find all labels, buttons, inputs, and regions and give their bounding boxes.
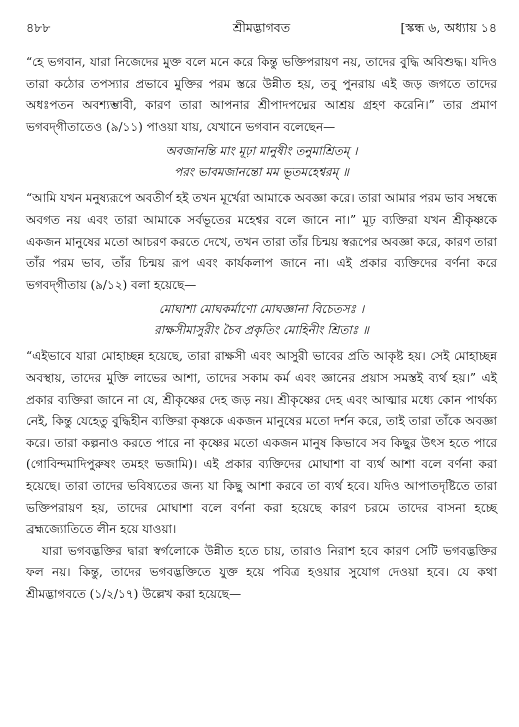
verse-2-line-1: মোঘাশা মোঘকর্মাণো মোঘজ্ঞানা বিচেতসঃ । [158,302,365,317]
paragraph-2: “আমি যখন মনুষ্যরূপে অবতীর্ণ হই তখন মূর্খেরা আমাকে অবজ্ঞা করে। তারা আমার পরম ভাব সম্বন্ধে অবগত নয় এবং তারা আমাকে সর্বভূতের মহেশ্বর বলে জানে না।” মূঢ় ব্যক্তিরা যখন শ্রীকৃষ্ণকে একজন মানুষের মতো আচরণ করতে দেখে, তখন তারা তাঁর চিন্ময় স্বরূপের অবজ্ঞা করে, কারণ তারা তাঁর পরম ভাব, তাঁর চিন্ময় রূপ এবং কার্যকলাপ জানে না। এই প্রকার ব্যক্তিদের বর্ণনা করে ভগবদ্‌গীতায় (৯/১২) বলা হয়েছে— [26,191,497,292]
paragraph-4: যারা ভগবদ্ভক্তির দ্বারা স্বর্গলোকে উন্নীত হতে চায়, তারাও নিরাশ হবে কারণ সেটি ভগবদ্ভক্তির ফল নয়। কিন্তু, তাদের ভগবদ্ভক্তিতে যুক্ত হয়ে পবিত্র হওয়ার সুযোগ দেওয়া হবে। যে কথা শ্রীমদ্ভাগবতে (১/২/১৭) উল্লেখ করা হয়েছে— [26,543,497,601]
verse-1 [26,141,497,183]
paragraph-1: “হে ভগবান, যারা নিজেদের মুক্ত বলে মনে করে কিন্তু ভক্তিপরায়ণ নয়, তাদের বুদ্ধি অবিশুদ্ধ। যদিও তারা কঠোর তপস্যার প্রভাবে মুক্তির পরম স্তরে উন্নীত হয়, তবু পুনরায় এই জড় জগতে তাদের অধঃপতন অবশ্যম্ভাবী, কারণ তারা আপনার শ্রীপাদপদ্মের আশ্রয় গ্রহণ করেনি।” তার প্রমাণ ভগবদ্‌গীতাতেও (৯/১১) পাওয়া যায়, যেখানে ভগবান বলেছেন— [26,55,497,134]
verse-2-line-2: রাক্ষসীমাসুরীং চৈব প্রকৃতিং মোহিনীং শ্রিতাঃ ॥ [154,323,369,338]
verse-1-line-1: অবজানন্তি মাং মূঢ়া মানুষীং তনুমাশ্রিতম্ । [165,144,358,159]
book-title: শ্রীমদ্ভাগবত [232,20,291,35]
verse-1-line-2: পরং ভাবমজানন্তো মম ভূতমহেশ্বরম্ ॥ [174,165,349,180]
paragraph-3: “এইভাবে যারা মোহাচ্ছন্ন হয়েছে, তারা রাক্ষসী এবং আসুরী ভাবের প্রতি আকৃষ্ট হয়। সেই মোহাচ্ছন্ন অবস্থায়, তাদের মুক্তি লাভের আশা, তাদের সকাম কর্ম এবং জ্ঞানের প্রয়াস সমস্তই ব্যর্থ হয়।” এই প্রকার ব্যক্তিরা জানে না যে, শ্রীকৃষ্ণের দেহ জড় নয়। শ্রীকৃষ্ণের দেহ এবং আত্মার মধ্যে কোন পার্থক্য নেই, কিন্তু যেহেতু বুদ্ধিহীন ব্যক্তিরা কৃষ্ণকে একজন মানুষের মতো দর্শন করে, তাই তারা তাঁকে অবজ্ঞা করে। তারা কল্পনাও করতে পারে না কৃষ্ণের মতো একজন মানুষ কিভাবে সব কিছুর উৎস হতে পারে (গোবিন্দমাদিপুরুষং তমহং ভজামি)। এই প্রকার ব্যক্তিদের মোঘাশা বা ব্যর্থ আশা বলে বর্ণনা করা হয়েছে। তারা তাদের ভবিষ্যতের জন্য যা কিছু আশা করবে তা ব্যর্থ হবে। যদিও আপাতদৃষ্টিতে তারা ভক্তিপরায়ণ হয়, তাদের মোঘাশা বলে বর্ণনা করা হয়েছে কারণ চরমে তাদের বাসনা হচ্ছে ব্রহ্মজ্যোতিতে লীন হয়ে যাওয়া। [26,349,497,537]
page-number: ৪৮৮ [26,20,51,35]
chapter-reference: [স্কন্ধ ৬, অধ্যায় ১৪ [400,20,497,35]
page-body [26,52,497,605]
verse-2 [26,299,497,341]
page-header [26,18,497,38]
